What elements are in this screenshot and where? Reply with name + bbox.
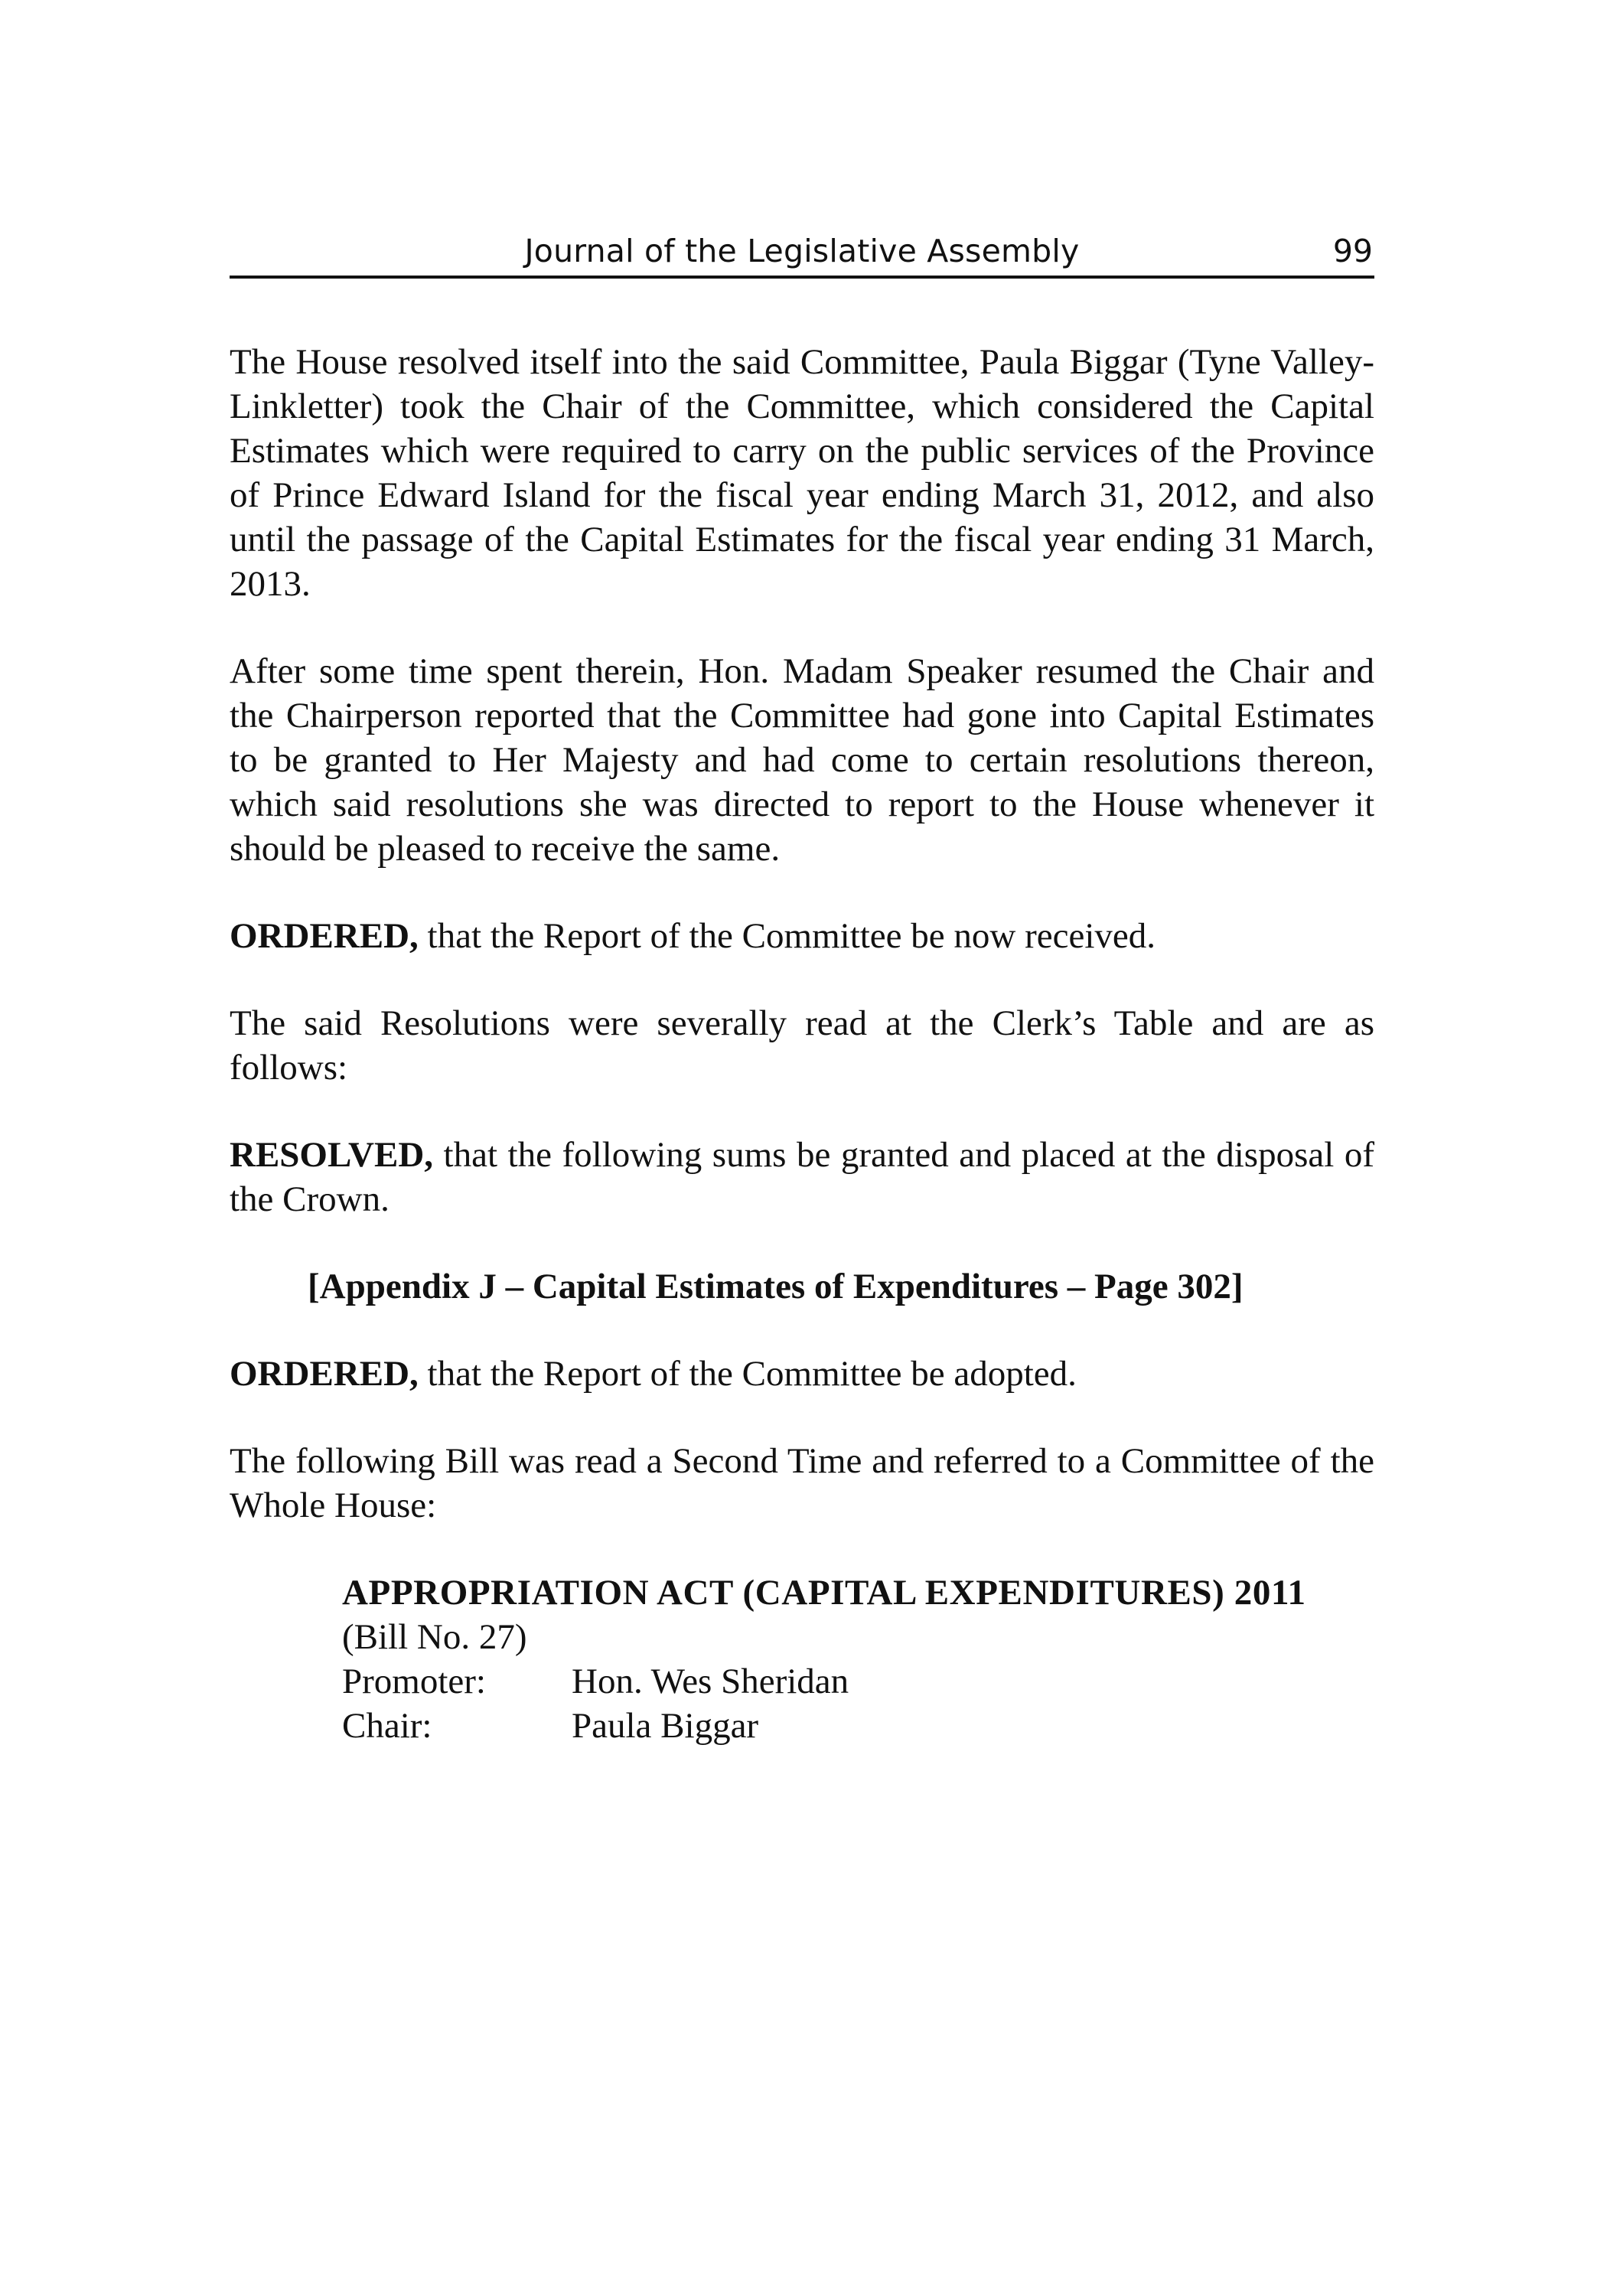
bill-chair-row [342, 1704, 1374, 1748]
resolved-text: that the following sums be granted and placed at the disposal of the Crown. [230, 1135, 1374, 1219]
chair-value: Paula Biggar [572, 1706, 759, 1746]
bill-promoter-row [342, 1659, 1374, 1704]
running-title: Journal of the Legislative Assembly [524, 233, 1080, 269]
speaker-report-paragraph: After some time spent therein, Hon. Madam Speaker resumed the Chair and the Chairperson reported that the Committee had gone into Capital Estimates to be granted to Her Majesty and had come to certain resolutions thereon, which said resolutions she was directed to report to the House whenever it should be pleased to receive the same. [230, 651, 1374, 869]
resolved-label: RESOLVED, [230, 1135, 434, 1175]
chair-label: Chair: [342, 1706, 432, 1746]
ordered-adopted-paragraph [230, 1352, 1374, 1396]
resolved-paragraph [230, 1133, 1374, 1221]
resolutions-read-paragraph: The said Resolutions were severally read at the Clerk’s Table and are as follows: [230, 1003, 1374, 1088]
running-header [230, 230, 1374, 279]
bill-title: APPROPRIATION ACT (CAPITAL EXPENDITURES) 2011 [342, 1573, 1306, 1613]
promoter-value: Hon. Wes Sheridan [572, 1662, 849, 1701]
ordered-received-paragraph [230, 914, 1374, 958]
bill-block [230, 1570, 1374, 1748]
ordered-text: that the Report of the Committee be adopted. [418, 1354, 1077, 1394]
appendix-reference: [Appendix J – Capital Estimates of Expenditures – Page 302] [308, 1267, 1244, 1306]
ordered-label: ORDERED, [230, 916, 419, 956]
ordered-text: that the Report of the Committee be now received. [418, 916, 1156, 956]
committee-paragraph: The House resolved itself into the said Committee, Paula Biggar (Tyne Valley-Linkletter) took the Chair of the Committee, which considered the Capital Estimates which were required to carry on the public services of the Province of Prince Edward Island for the fiscal year ending March 31, 2012, and also until the passage of the Capital Estimates for the fiscal year ending 31 March, 2013. [230, 342, 1374, 604]
bill-number: (Bill No. 27) [342, 1617, 527, 1657]
page-number: 99 [1332, 233, 1373, 269]
journal-page [230, 230, 1374, 1748]
second-reading-paragraph: The following Bill was read a Second Time and referred to a Committee of the Whole House: [230, 1441, 1374, 1525]
ordered-label: ORDERED, [230, 1354, 419, 1394]
promoter-label: Promoter: [342, 1662, 486, 1701]
